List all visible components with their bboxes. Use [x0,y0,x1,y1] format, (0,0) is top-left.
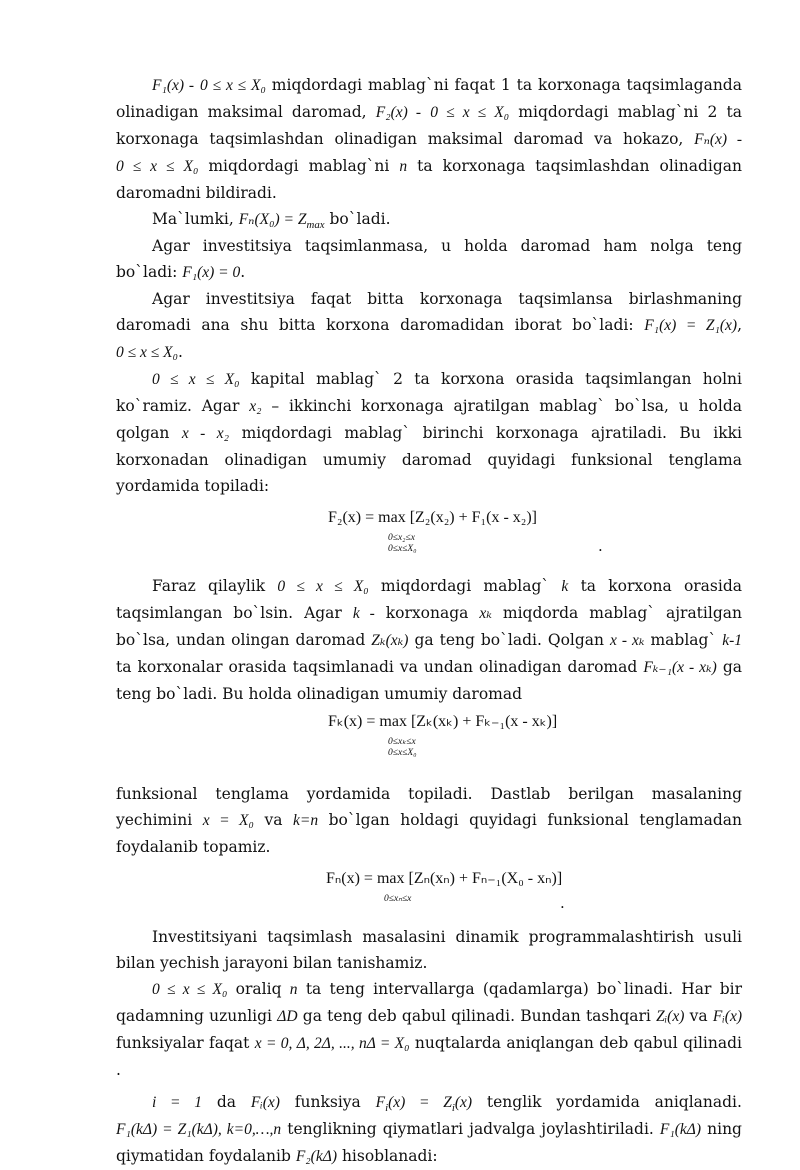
text: miqdordagi mablag`ni faqat 1 ta korxonaga taqsimlaganda olinadigan maksimal daromad, [116,76,742,121]
math-k: k [561,578,569,595]
equation-Fk [116,707,742,781]
equation-F2 [116,499,742,573]
text: bo`ladi. [329,210,391,228]
text: ning qiymatidan foydalanib [116,1120,742,1165]
text: – ikkinchi korxonaga ajratilgan mablag` bo`lsa, u holda qolgan [116,397,742,442]
math-n: n [289,981,298,998]
math-delta-D: ΔD [277,1008,298,1025]
paragraph-known [116,206,742,233]
equation-limit: 0≤x₂≤x [388,533,415,543]
math-Fn-dash: Fₙ(x) - [694,131,742,148]
math-Fi: Fᵢ(x) [712,1008,742,1025]
text: hisoblanadi: [341,1147,438,1165]
text: ta korxonaga taqsimlashdan olinadigan daromadni bildiradi. [116,157,742,202]
text: bo`lgan holdagi quyidagi funksional tenglamadan foydalanib topamiz. [116,811,742,856]
math-grid-points: x = 0, Δ, 2Δ, ..., nΔ = X₀ [254,1035,410,1052]
text: kapital mablag` 2 ta korxona orasida taqsimlangan holni ko`ramiz. Agar [116,370,742,415]
math-i-eq-1: i = 1 [152,1094,203,1111]
paragraph-functional-equation [116,781,742,860]
text: tenglik yordamida aniqlanadi. [486,1093,742,1111]
math-range: 0 ≤ x ≤ X₀ [116,344,178,361]
equation-period: . [598,537,603,555]
text: nuqtalarda aniqlangan deb qabul qilinadi . [116,1034,742,1079]
document-page [116,72,742,1170]
text: miqdordagi mablag`ni 2 ta korxonaga taqsimlashdan olinadigan maksimal daromad va hokazo, [116,103,743,148]
math-range: 0 ≤ x ≤ X₀ [430,104,510,121]
equation-limit: 0≤x≤X₀ [388,748,417,758]
text: funksiya [294,1093,361,1111]
math-x-eq-X0: x = X₀ [202,812,254,829]
math-F1-zero: F₁(x) = 0 [182,264,241,281]
paragraph-single-company: Agar investitsiya faqat bitta korxonaga taqsimlansa birlashmaning daromadi ana shu bitta korxona daromadidan iborat bo`ladi: F₁(x) = Z₁(x), 0 ≤ x ≤ X₀. [116,290,742,361]
math-Fk-minus-1: Fₖ₋₁(x - xₖ) [643,659,717,676]
equation-body: F₂(x) = max [Z₂(x₂) + F₁(x - x₂)] [328,509,538,526]
math-Fi-eq-Zi: $F_i(x) = Z_i(x)$ [375,1094,473,1115]
text: Agar investitsiya taqsimlanmasa, u holda daromad ham nolga teng bo`ladi: [116,237,742,281]
text: ta korxona orasida taqsimlangan bo`lsin. Agar [116,577,742,622]
paragraph-intro-method [116,924,742,976]
text: tenglikning qiymatlari jadvalga joylashtiriladi. [287,1120,654,1138]
paragraph-definitions [116,72,742,206]
math-xk: xₖ [479,605,492,622]
math-x-minus-xk: x - xₖ [610,632,645,649]
equation-limit: 0≤xₖ≤x [388,737,416,747]
equation-Fn [116,860,742,924]
paragraph-intervals [116,976,742,1083]
text: ta teng intervallarga (qadamlarga) bo`linadi. Har bir qadamning uzunligi [116,980,742,1025]
text: ga teng bo`ladi. Qolgan [414,631,605,649]
text: da [216,1093,237,1111]
paragraph-two-companies [116,366,742,499]
equation-limit: 0≤x≤X₀ [388,544,417,554]
text: va [264,811,283,829]
math-x-minus-x2: x - x₂ [181,425,230,442]
text: ta korxonalar orasida taqsimlanadi va undan olinadigan daromad [116,658,638,676]
text: Investitsiyani taqsimlash masalasini dinamik programmalashtirish usuli bilan yechish jarayoni bilan tanishamiz. [116,928,742,972]
equation-body: Fₖ(x) = max [Zₖ(xₖ) + Fₖ₋₁(x - xₖ)] [328,713,558,730]
equation-body: Fₙ(x) = max [Zₙ(xₙ) + Fₙ₋₁(X₀ - xₙ)] [326,870,563,887]
paragraph-first-step [116,1089,742,1170]
math-n: n [399,158,408,175]
text: miqdordagi mablag`ni [208,157,390,175]
math-k-minus-1: k-1 [722,632,743,649]
math-F2-dash: F₂(x) - [375,104,422,121]
math-Zi: Zᵢ(x) [656,1008,685,1025]
math-F1-eq-Z1: F₁(x) = Z₁(x) [644,317,738,334]
math-Fi: Fᵢ(x) [250,1094,280,1111]
text: miqdordagi mablag` [380,577,550,595]
text: mablag` [650,631,717,649]
text: miqdorda mablag` ajratilgan bo`lsa, undan olingan daromad [116,604,742,649]
text: Ma`lumki, [152,210,234,228]
math-Zk-xk: Zₖ(xₖ) [371,632,409,649]
text: oraliq [235,980,282,998]
math-range: 0 ≤ x ≤ X₀ [152,371,240,388]
paragraph-zero-investment: Agar investitsiya taqsimlanmasa, u holda daromad ham nolga teng bo`ladi: F₁(x) = 0. [116,237,742,281]
math-range: 0 ≤ x ≤ X₀ [152,981,228,998]
math-F1-dash: F₁(x) - [152,77,195,94]
text: ga teng bo`ladi. Bu holda olinadigan umumiy daromad [116,658,742,703]
math-F2-kD: F₂(kΔ) [295,1148,337,1165]
text: Agar investitsiya faqat bitta korxonaga taqsimlansa birlashmaning daromadi ana shu bitta korxona daromadidan iborat bo`ladi: [116,290,742,334]
paragraph-k-companies [116,573,742,707]
text: korxonaga [385,604,469,622]
math-Fn-X0: $F_n(X_0) = Z_{max}$ [238,211,325,232]
math-range: 0 ≤ x ≤ X₀ [277,578,369,595]
text: Faraz qilaylik [152,577,266,595]
equation-limit: 0≤xₙ≤x [384,894,412,904]
math-F1-kD: F₁(kΔ) [659,1121,702,1138]
math-F1-kD-eq: F₁(kΔ) = Z₁(kΔ) [116,1121,218,1138]
math-range: 0 ≤ x ≤ X₀ [116,158,199,175]
math-k-range: , k=0,…,n [217,1121,282,1138]
math-range: 0 ≤ x ≤ X₀ [199,77,266,94]
math-x2: x₂ [249,398,262,415]
math-k-dash: k - [352,605,375,622]
text: ga teng deb qabul qilinadi. Bundan tashqari [302,1007,651,1025]
math-k-eq-n: k=n [292,812,319,829]
text: funksional tenglama yordamida topiladi. Dastlab berilgan masalaning yechimini [116,785,742,829]
text: miqdordagi mablag` birinchi korxonaga ajratiladi. Bu ikki korxonadan olinadigan umumiy daromad quyidagi funksional tenglama yordamida topiladi: [116,424,742,495]
text: funksiyalar faqat [116,1034,250,1052]
equation-period: . [560,894,565,912]
text: va [689,1007,708,1025]
